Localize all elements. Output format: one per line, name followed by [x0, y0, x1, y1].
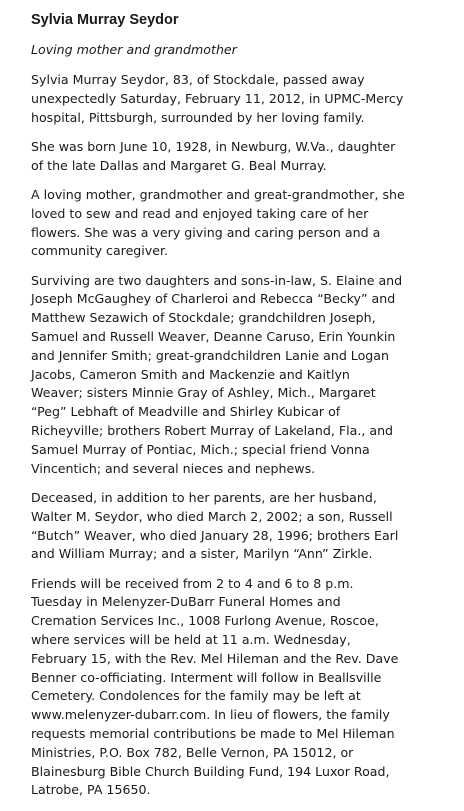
text-line: unexpectedly Saturday, February 11, 2012, in UPMC-Mercy	[31, 90, 404, 106]
text-line: “Butch” Weaver, who died January 28, 1996; brothers Earl	[31, 527, 399, 543]
obituary-name: Sylvia Murray Seydor	[31, 12, 179, 28]
text-line: Samuel and Russell Weaver, Deanne Caruso, Erin Younkin	[31, 329, 396, 345]
text-line: Ministries, P.O. Box 782, Belle Vernon, PA 15012, or	[31, 744, 354, 760]
text-line: and Jennifer Smith; great-grandchildren Lanie and Logan	[31, 347, 390, 363]
text-line: of the late Dallas and Margaret G. Beal Murray.	[31, 157, 327, 173]
text-line: February 15, with the Rev. Mel Hileman and the Rev. Dave	[31, 650, 399, 666]
paragraph-announcement	[31, 71, 441, 127]
text-line: loved to sew and read and enjoyed taking care of her	[31, 205, 369, 221]
text-line: Samuel Murray of Pontiac, Mich.; special friend Vonna	[31, 441, 370, 457]
text-line: Deceased, in addition to her parents, are her husband,	[31, 489, 377, 505]
text-line: A loving mother, grandmother and great-grandmother, she	[31, 186, 405, 202]
text-line: Matthew Sezawich of Stockdale; grandchildren Joseph,	[31, 310, 376, 326]
text-line: Richeyville; brothers Robert Murray of Lakeland, Fla., and	[31, 423, 394, 439]
text-line: requests memorial contributions be made to Mel Hileman	[31, 726, 395, 741]
paragraph-character	[31, 186, 441, 261]
text-line: Joseph McGaughey of Charleroi and Rebecca “Becky” and	[31, 291, 396, 307]
text-line: Cremation Services Inc., 1008 Furlong Avenue, Roscoe,	[31, 613, 379, 629]
paragraph-services	[31, 575, 441, 801]
text-line: Cemetery. Condolences for the family may be left at	[31, 688, 361, 704]
text-line: “Peg” Lebhaft of Meadville and Shirley Kubicar of	[31, 404, 341, 420]
text-line: community caregiver.	[31, 243, 169, 259]
text-line: Jacobs, Cameron Smith and Mackenzie and Kaitlyn	[31, 366, 350, 382]
obituary-document	[31, 11, 441, 811]
paragraph-birth	[31, 138, 441, 176]
text-line: Surviving are two daughters and sons-in-law, S. Elaine and	[31, 272, 403, 288]
text-line: Latrobe, PA 15650.	[31, 782, 151, 798]
text-line: where services will be held at 11 a.m. Wednesday,	[31, 632, 351, 648]
text-line: Benner co-officiating. Interment will follow in Beallsville	[31, 669, 382, 685]
text-line: flowers. She was a very giving and caring person and a	[31, 224, 381, 240]
text-line: hospital, Pittsburgh, surrounded by her loving family.	[31, 109, 365, 125]
text-line: Tuesday in Melenyzer-DuBarr Funeral Homes and	[31, 594, 341, 610]
text-line: Blainesburg Bible Church Building Fund, 194 Luxor Road,	[31, 763, 390, 779]
text-line: and William Murray; and a sister, Marilyn “Ann” Zirkle.	[31, 546, 373, 562]
text-line: Weaver; sisters Minnie Gray of Ashley, Mich., Margaret	[31, 385, 376, 401]
paragraph-deceased	[31, 489, 441, 564]
text-line: Sylvia Murray Seydor, 83, of Stockdale, passed away	[31, 72, 365, 87]
text-line: Friends will be received from 2 to 4 and 6 to 8 p.m.	[31, 575, 354, 591]
text-line: www.melenyzer-dubarr.com. In lieu of flowers, the family	[31, 707, 390, 723]
text-line: Vincentich; and several nieces and nephews.	[31, 460, 316, 476]
text-line: She was born June 10, 1928, in Newburg, W.Va., daughter	[31, 138, 396, 154]
obituary-tagline: Loving mother and grandmother	[31, 42, 237, 57]
text-line: Walter M. Seydor, who died March 2, 2002; a son, Russell	[31, 508, 393, 524]
paragraph-survivors	[31, 272, 441, 479]
